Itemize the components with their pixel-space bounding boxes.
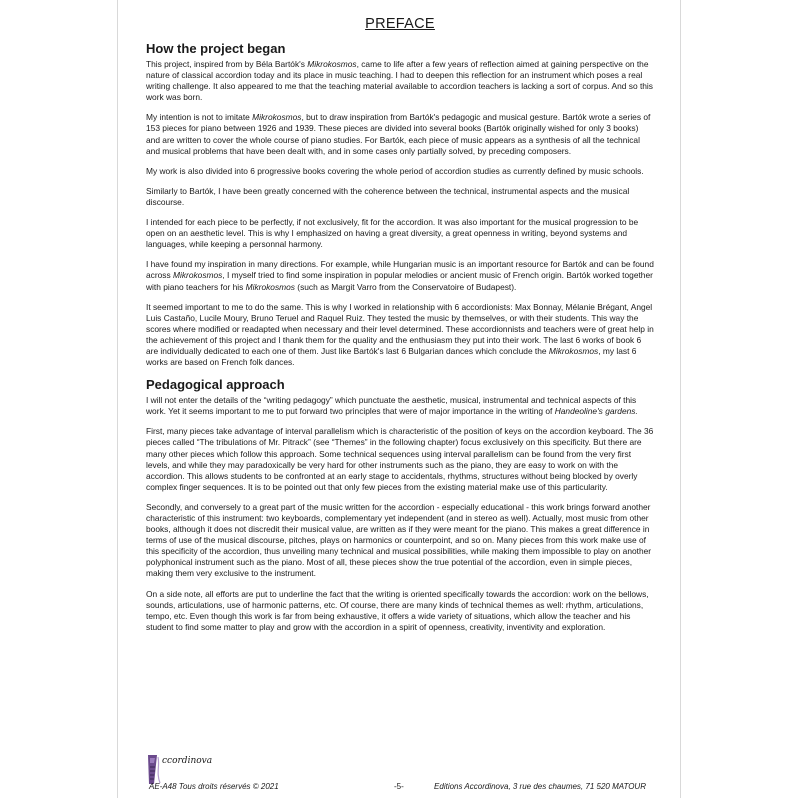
- text-run: Similarly to Bartók, I have been greatly concerned with the coherence between the technical, instrumental aspects and the musical discourse.: [146, 185, 630, 207]
- body-paragraph: [146, 112, 654, 156]
- text-run: I have found my inspiration in many directions. For example, while Hungarian music is an important resource for Bartók and can be found across: [146, 259, 654, 281]
- body-paragraph: [146, 502, 654, 580]
- body-paragraph: [146, 59, 654, 103]
- text-run: , but to draw inspiration from Bartók's pedagogic and musical gesture. Bartók wrote a series of 153 pieces for piano between 1926 and 1939. These pieces are divided into several books (Bartók originally wished for only 3 books) and are written to cover the whole course of piano studies. For Bartók, each piece of music appears as a synthesis of all the technical and musical problems that have been dealt with, and in some cases only partially solved, by preceding composers.: [146, 112, 651, 156]
- page-footer: [146, 755, 652, 793]
- body-paragraph: [146, 259, 654, 292]
- text-run: I intended for each piece to be perfectly, if not exclusively, fit for the accordion. It was also important for the musical progression to be open on an aesthetic level. This is why I emphasized on having a great diversity, a great openness in writing, beyond systems and languages, while keeping a personnal harmony.: [146, 217, 639, 250]
- page-title: PREFACE: [365, 16, 435, 32]
- text-run: Secondly, and conversely to a great part of the music written for the accordion - especially educational - this work brings forward another characteristic of this instrument: two keyboards, complementary yet independent (and in stereo as well). Actually, most music from other books, although it does not discredit their musical value, are written as if they were meant for the piano. This makes a great difference in terms of use of the musical discourse, pitches, plays on harmonics or counterpoint, and so on. Many pieces from this work make use of this specificity of the accordion, thus unveiling many technical and musical possibilities, while making them impossible to play on another polyphonical instrument such as the piano. Most of all, these pieces show the true potential of the accordion, even in simple pieces, making them very exclusive to the instrument.: [146, 501, 652, 579]
- italic-text: Mikrokosmos: [173, 270, 223, 281]
- page-number: -5-: [394, 782, 404, 791]
- footer-publisher: Editions Accordinova, 3 rue des chaumes, 71 520 MATOUR: [434, 782, 646, 791]
- body-paragraph: [146, 217, 654, 250]
- text-run: First, many pieces take advantage of interval parallelism which is characteristic of the position of keys on the accordion keyboard. The 36 pieces called “The tribulations of Mr. Pitrack” (see “Themes” in the following chapter) focus exclusively on this specificity. But there are many other pieces which follow this approach. Some technical sequences using interval parallelism can be found from the very first levels, and while they may paradoxically be very hard for other instruments such as the piano, they are easy to work on with the accordion. This allows students to be confronted at an early stage to accidentals, rhythms, structures without being blocked by overly complex finger sequences. It is to be pointed out that only few pieces from the existing material make use of this particularity.: [146, 426, 654, 492]
- accordinova-logo: [146, 755, 224, 785]
- body-paragraph: [146, 302, 654, 369]
- body-paragraph: [146, 395, 654, 417]
- body-paragraph: [146, 426, 654, 493]
- text-run: I will not enter the details of the “writing pedagogy” which punctuate the aesthetic, musical, instrumental and technical aspects of this work. Yet it seems important to me to put forward two principles that were of major importance in the writing of: [146, 395, 637, 417]
- italic-text: Mikrokosmos: [245, 281, 295, 292]
- page-content: [146, 16, 654, 642]
- document-page: [117, 0, 681, 798]
- text-run: , my last 6 works are based on French folk dances.: [146, 345, 637, 368]
- text-run: , came to life after a few years of reflection aimed at gaining perspective on the nature of classical accordion today and its place in music teaching. I had to deepen this reflection for an instrument which poses a real writing challenge. It also appeared to me that the teaching material available to accordion teachers is lacking a sort of corpus. And so this work was born.: [146, 59, 653, 103]
- italic-text: Handeoline's gardens.: [554, 406, 638, 417]
- text-run: My intention is not to imitate: [146, 112, 253, 123]
- text-run: , I myself tried to find some inspiration in popular melodies or ancient music of French origin. Bartók worked together with piano teachers for his: [146, 270, 653, 292]
- italic-text: Mikrokosmos: [307, 59, 357, 69]
- body-paragraph: [146, 186, 654, 208]
- sections-container: [146, 41, 654, 633]
- italic-text: Mikrokosmos: [548, 345, 599, 356]
- body-paragraph: [146, 166, 654, 177]
- body-paragraph: [146, 589, 654, 633]
- section-heading: How the project began: [146, 41, 286, 56]
- text-run: It seemed important to me to do the same. This is why I worked in relationship with 6 accordionists: Max Bonnay, Mélanie Brégant, Angel Luis Castaño, Lucile Moury, Bruno Teruel and Raquel Ruiz. They tested the music by themselves, or with their students. This way the scores where modified or readapted when necessary and their level determined. These accordionnists and teachers were of great help in the achievement of this project and I thank them for the quality and the enthusiasm they put into their work. The last 6 works of book 6 are individually dedicated to each one of them. Just like Bartók's last 6 Bulgarian dances which conclude the: [146, 301, 654, 356]
- italic-text: Mikrokosmos: [252, 112, 302, 123]
- logo-wordmark: ccordinova: [162, 756, 213, 766]
- text-run: This project, inspired from by Béla Bartók's: [146, 59, 308, 69]
- text-run: (such as Margit Varro from the Conservatoire of Budapest).: [294, 281, 517, 292]
- text-run: My work is also divided into 6 progressive books covering the whole period of accordion studies as currently defined by music schools.: [146, 165, 644, 176]
- section-heading: Pedagogical approach: [146, 377, 285, 393]
- footer-code: AE-A48 Tous droits réservés © 2021: [149, 782, 279, 791]
- text-run: On a side note, all efforts are put to underline the fact that the writing is oriented specifically towards the accordion: work on the bellows, sounds, articulations, use of harmonic patterns, etc. Of course, there are many kinds of technical themes as well: rhythm, articulations, tempo, etc. Even though this work is far from being exhaustive, it offers a wide variety of situations, which allow the teacher and his student to find some matter to play and grow with the accordion in a spirit of openness, creativity, inventivity and exploration.: [146, 588, 649, 632]
